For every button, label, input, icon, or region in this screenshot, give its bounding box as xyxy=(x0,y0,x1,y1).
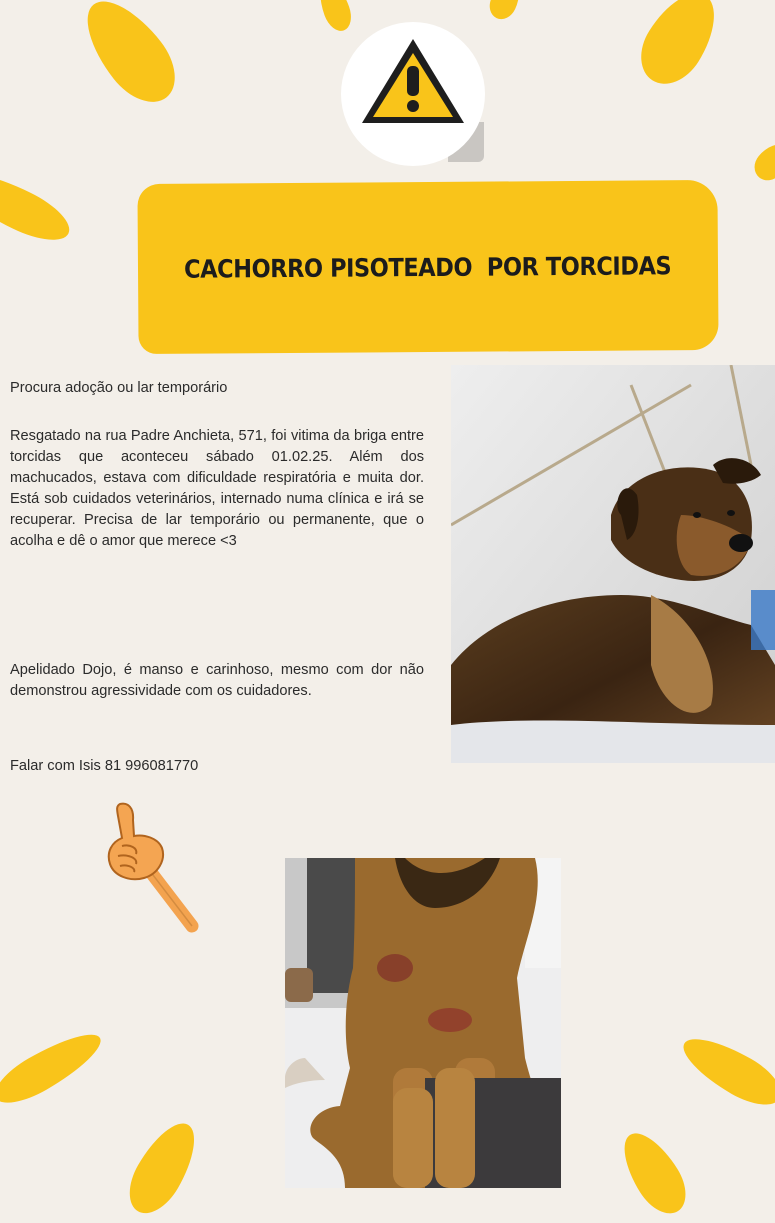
warning-badge xyxy=(341,22,485,166)
page-title: CACHORRO PISOTEADO POR TORCIDAS xyxy=(184,250,672,284)
intro-text: Procura adoção ou lar temporário xyxy=(10,380,228,396)
decor-ray xyxy=(674,1026,775,1116)
title-banner xyxy=(137,180,718,354)
temperament-text: Apelidado Dojo, é manso e carinhoso, mesmo com dor não demonstrou agressividade com os cuidadores. xyxy=(10,662,424,699)
dog-sitting-illustration xyxy=(285,858,561,1188)
decor-ray xyxy=(628,0,730,96)
decor-ray xyxy=(748,138,775,187)
decor-ray xyxy=(485,0,525,24)
dog-photo-lying xyxy=(451,365,775,763)
decor-ray xyxy=(70,0,190,116)
warning-triangle-icon xyxy=(341,22,485,166)
decor-ray xyxy=(118,1113,208,1223)
pointing-hand-icon xyxy=(100,798,210,938)
story-text: Resgatado na rua Padre Anchieta, 571, foi vitima da briga entre torcidas que aconteceu sábado 01.02.25. Além dos machucados, estava com dificuldade respiratória e muita dor. Está sob cuidados veterinários, internado numa clínica e irá se recuperar. Precisa de lar temporário ou permanente, que o acolha e dê o amor que merece <3 xyxy=(10,428,424,549)
contact-text: Falar com Isis 81 996081770 xyxy=(10,758,199,774)
decor-ray xyxy=(611,1123,696,1223)
decor-ray xyxy=(0,159,77,252)
dog-photo-sitting xyxy=(285,858,561,1188)
dog-lying-illustration xyxy=(451,365,775,763)
decor-ray xyxy=(0,1022,109,1113)
